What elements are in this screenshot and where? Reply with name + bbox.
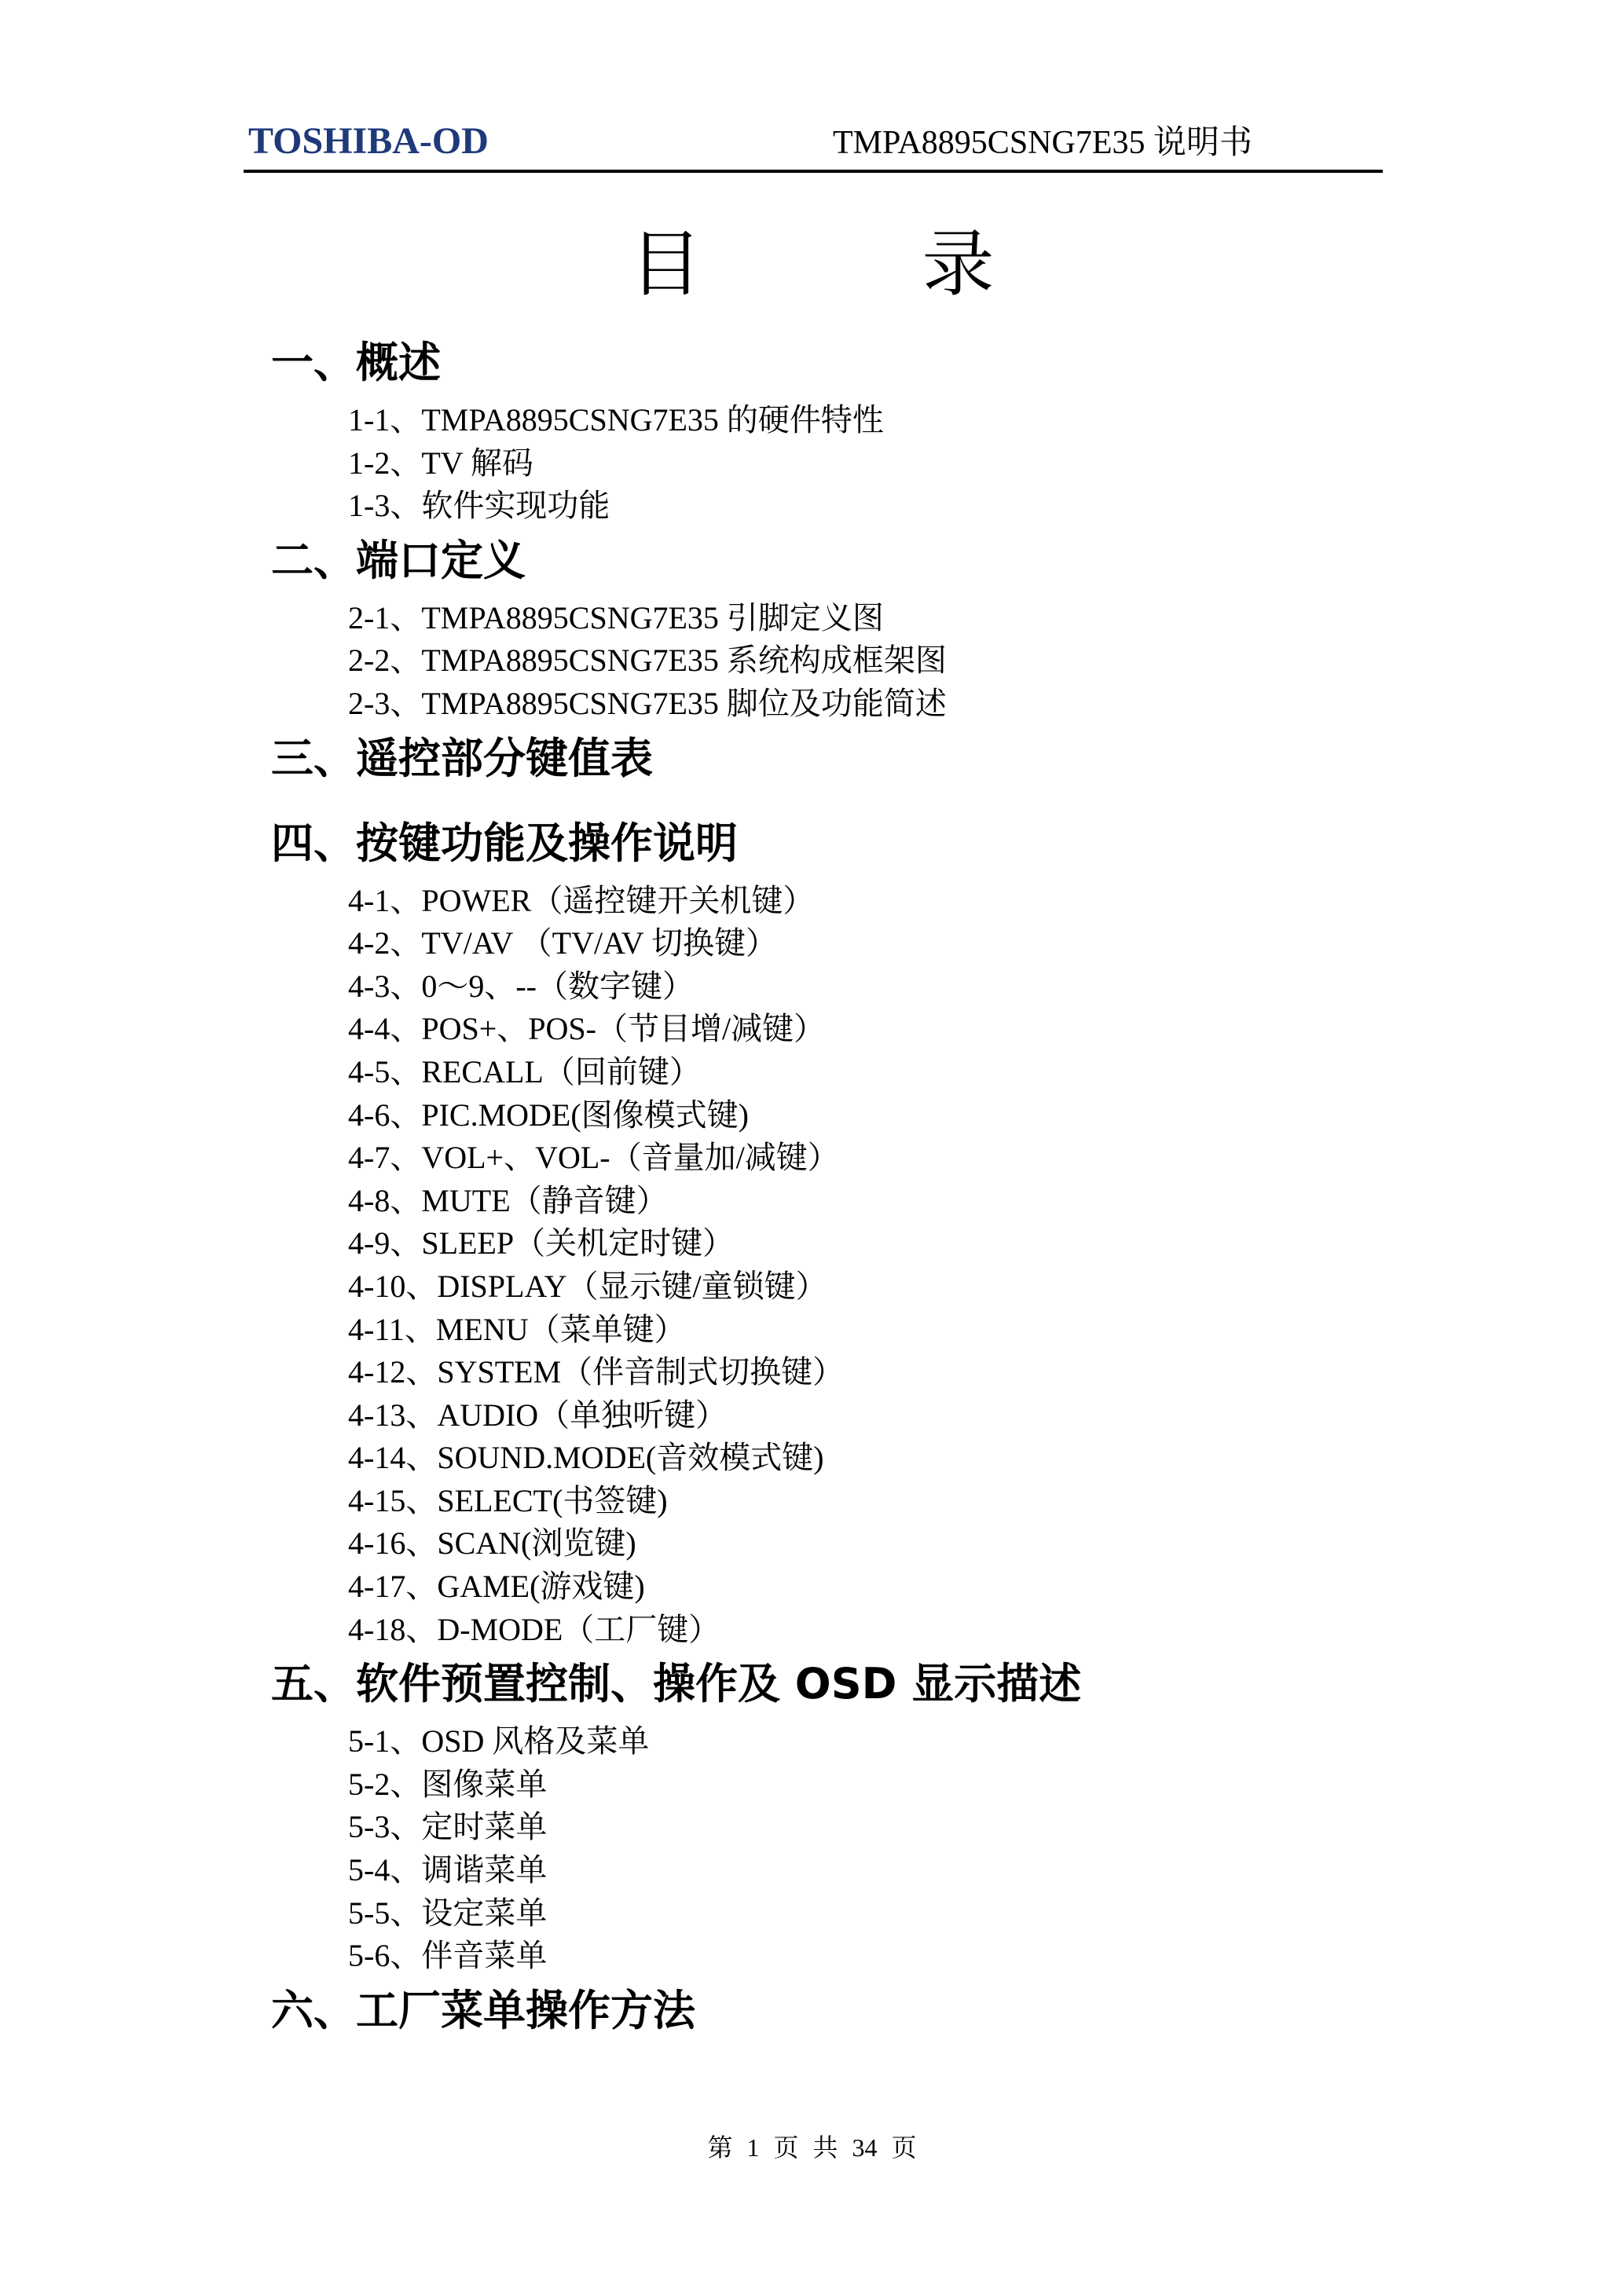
toc-item-list	[271, 399, 1528, 528]
toc-item: 1-3、软件实现功能	[348, 488, 610, 524]
toc-item: 4-6、PIC.MODE(图像模式键)	[348, 1097, 749, 1133]
toc-item: 4-13、AUDIO（单独听键）	[348, 1397, 728, 1433]
toc-item: 5-4、调谐菜单	[348, 1852, 548, 1888]
toc-section-title: 六、工厂菜单操作方法	[271, 1985, 695, 2035]
toc-item: 4-14、SOUND.MODE(音效模式键)	[348, 1440, 824, 1476]
toc-item: 4-7、VOL+、VOL-（音量加/减键）	[348, 1140, 839, 1176]
toc-item: 2-1、TMPA8895CSNG7E35 引脚定义图	[348, 599, 884, 635]
toc-heading: 目录	[629, 222, 1215, 306]
toc-item: 4-8、MUTE（静音键）	[348, 1182, 668, 1218]
toc-item: 4-1、POWER（遥控键开关机键）	[348, 882, 815, 918]
toc-item: 4-10、DISPLAY（显示键/童锁键）	[348, 1268, 827, 1304]
toc-item: 5-3、定时菜单	[348, 1809, 548, 1845]
toc-item: 4-4、POS+、POS-（节目增/减键）	[348, 1011, 826, 1047]
toc-item: 5-6、伴音菜单	[348, 1938, 548, 1974]
toc-item: 2-2、TMPA8895CSNG7E35 系统构成框架图	[348, 643, 947, 679]
page-footer: 第 1 页 共 34 页	[707, 2133, 917, 2162]
toc-item: 5-5、设定菜单	[348, 1895, 548, 1931]
toc-item: 4-9、SLEEP（关机定时键）	[348, 1225, 735, 1262]
toc-item-list	[271, 597, 1528, 726]
toc-item: 1-1、TMPA8895CSNG7E35 的硬件特性	[348, 402, 884, 438]
toc-item: 5-2、图像菜单	[348, 1766, 548, 1802]
toc-item-list	[271, 880, 1528, 1652]
toc-item: 4-17、GAME(游戏键)	[348, 1569, 645, 1605]
toc-item: 4-15、SELECT(书签键)	[348, 1482, 668, 1518]
brand-logo-text: TOSHIBA-OD	[248, 120, 489, 162]
toc-item: 4-18、D-MODE（工厂键）	[348, 1611, 720, 1647]
toc-section-title: 三、遥控部分键值表	[271, 733, 653, 783]
section-spacer	[271, 784, 1528, 818]
toc-item: 4-16、SCAN(浏览键)	[348, 1525, 636, 1562]
document-title: TMPA8895CSNG7E35 说明书	[832, 125, 1252, 161]
section-spacer	[271, 2036, 1528, 2056]
toc-section-title: 五、软件预置控制、操作及 OSD 显示描述	[271, 1659, 1082, 1709]
toc-section-title: 一、概述	[271, 338, 441, 387]
toc-section-title: 四、按键功能及操作说明	[271, 818, 738, 868]
page-header	[244, 119, 1383, 173]
toc-item-list	[271, 1720, 1528, 1978]
table-of-contents	[271, 338, 1528, 2056]
toc-section-title: 二、端口定义	[271, 535, 526, 585]
toc-item: 4-11、MENU（菜单键）	[348, 1311, 686, 1347]
toc-item: 1-2、TV 解码	[348, 445, 533, 481]
toc-item: 2-3、TMPA8895CSNG7E35 脚位及功能简述	[348, 685, 947, 721]
toc-item: 4-12、SYSTEM（伴音制式切换键）	[348, 1354, 845, 1390]
toc-item: 4-5、RECALL（回前键）	[348, 1053, 701, 1089]
toc-item: 5-1、OSD 风格及菜单	[348, 1723, 650, 1760]
toc-item: 4-3、0～9、--（数字键）	[348, 968, 694, 1004]
toc-item: 4-2、TV/AV （TV/AV 切换键）	[348, 925, 777, 961]
